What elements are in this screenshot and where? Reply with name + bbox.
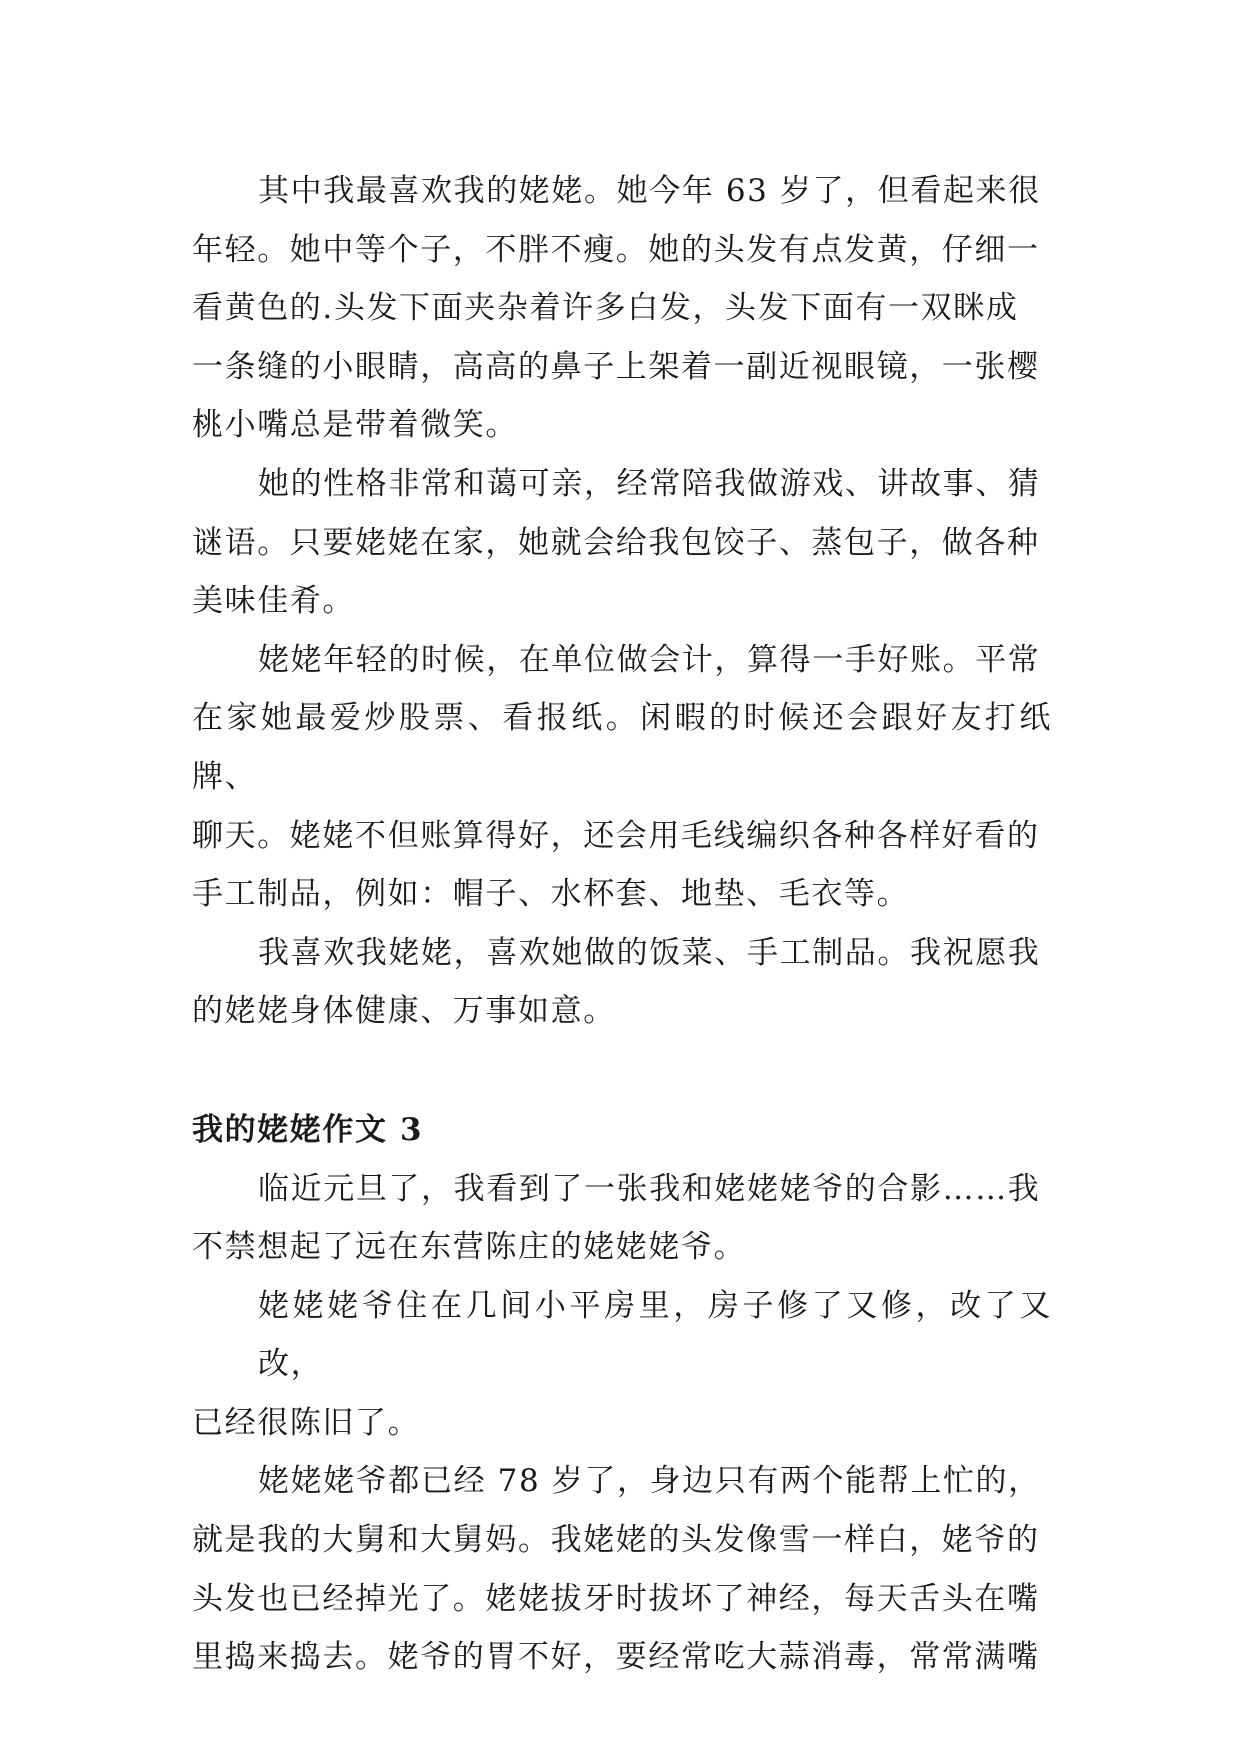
text-line: 一条缝的小眼睛，高高的鼻子上架着一副近视眼镜，一张樱	[192, 348, 1040, 385]
text-line: 就是我的大舅和大舅妈。我姥姥的头发像雪一样白，姥爷的	[192, 1522, 1040, 1559]
text-line: 桃小嘴总是带着微笑。	[192, 407, 518, 444]
text-line: 临近元旦了，我看到了一张我和姥姥姥爷的合影……我	[258, 1170, 1041, 1207]
section-gap	[192, 1041, 1052, 1101]
essay-title: 我的姥姥作文 3	[192, 1111, 424, 1148]
text-line: 谜语。只要姥姥在家，她就会给我包饺子、蒸包子，做各种	[192, 524, 1040, 561]
text-line: 年轻。她中等个子，不胖不瘦。她的头发有点发黄，仔细一	[192, 231, 1040, 268]
text-line: 美味佳肴。	[192, 583, 355, 620]
paragraph-grandparents	[192, 1452, 1052, 1686]
paragraph-intro	[192, 1160, 1052, 1277]
text-line: 我喜欢我姥姥，喜欢她做的饭菜、手工制品。我祝愿我	[258, 934, 1041, 971]
paragraph-house	[192, 1277, 1052, 1453]
text-line: 姥姥姥爷住在几间小平房里，房子修了又修，改了又改，	[258, 1287, 1052, 1383]
text-line: 她的性格非常和蔼可亲，经常陪我做游戏、讲故事、猜	[258, 465, 1041, 502]
text-line: 聊天。姥姥不但账算得好，还会用毛线编织各种各样好看的	[192, 817, 1040, 854]
text-line: 其中我最喜欢我的姥姥。她今年 63 岁了，但看起来很	[258, 173, 1041, 209]
text-line: 在家她最爱炒股票、看报纸。闲暇的时候还会跟好友打纸牌、	[192, 700, 1052, 795]
text-line: 姥姥姥爷都已经 78 岁了，身边只有两个能帮上忙的，	[258, 1463, 1041, 1500]
text-line: 已经很陈旧了。	[192, 1404, 421, 1441]
text-line: 的姥姥身体健康、万事如意。	[192, 993, 616, 1030]
paragraph-wishes	[192, 924, 1052, 1041]
paragraph-personality	[192, 455, 1052, 631]
document-page	[192, 162, 1052, 1687]
text-line: 不禁想起了远在东营陈庄的姥姥姥爷。	[192, 1229, 747, 1266]
section-essay-3	[192, 1101, 1052, 1687]
text-line: 手工制品，例如：帽子、水杯套、地垫、毛衣等。	[192, 876, 910, 913]
paragraph-appearance	[192, 162, 1052, 455]
text-line: 头发也已经掉光了。姥姥拔牙时拔坏了神经，每天舌头在嘴	[192, 1580, 1040, 1617]
text-line: 里捣来捣去。姥爷的胃不好，要经常吃大蒜消毒，常常满嘴	[192, 1639, 1040, 1676]
text-line: 姥姥年轻的时候，在单位做会计，算得一手好账。平常	[258, 641, 1041, 678]
paragraph-hobbies	[192, 631, 1052, 924]
section-essay-2-continuation	[192, 162, 1052, 1041]
text-line: 看黄色的.头发下面夹杂着许多白发，头发下面有一双眯成	[192, 290, 1019, 327]
